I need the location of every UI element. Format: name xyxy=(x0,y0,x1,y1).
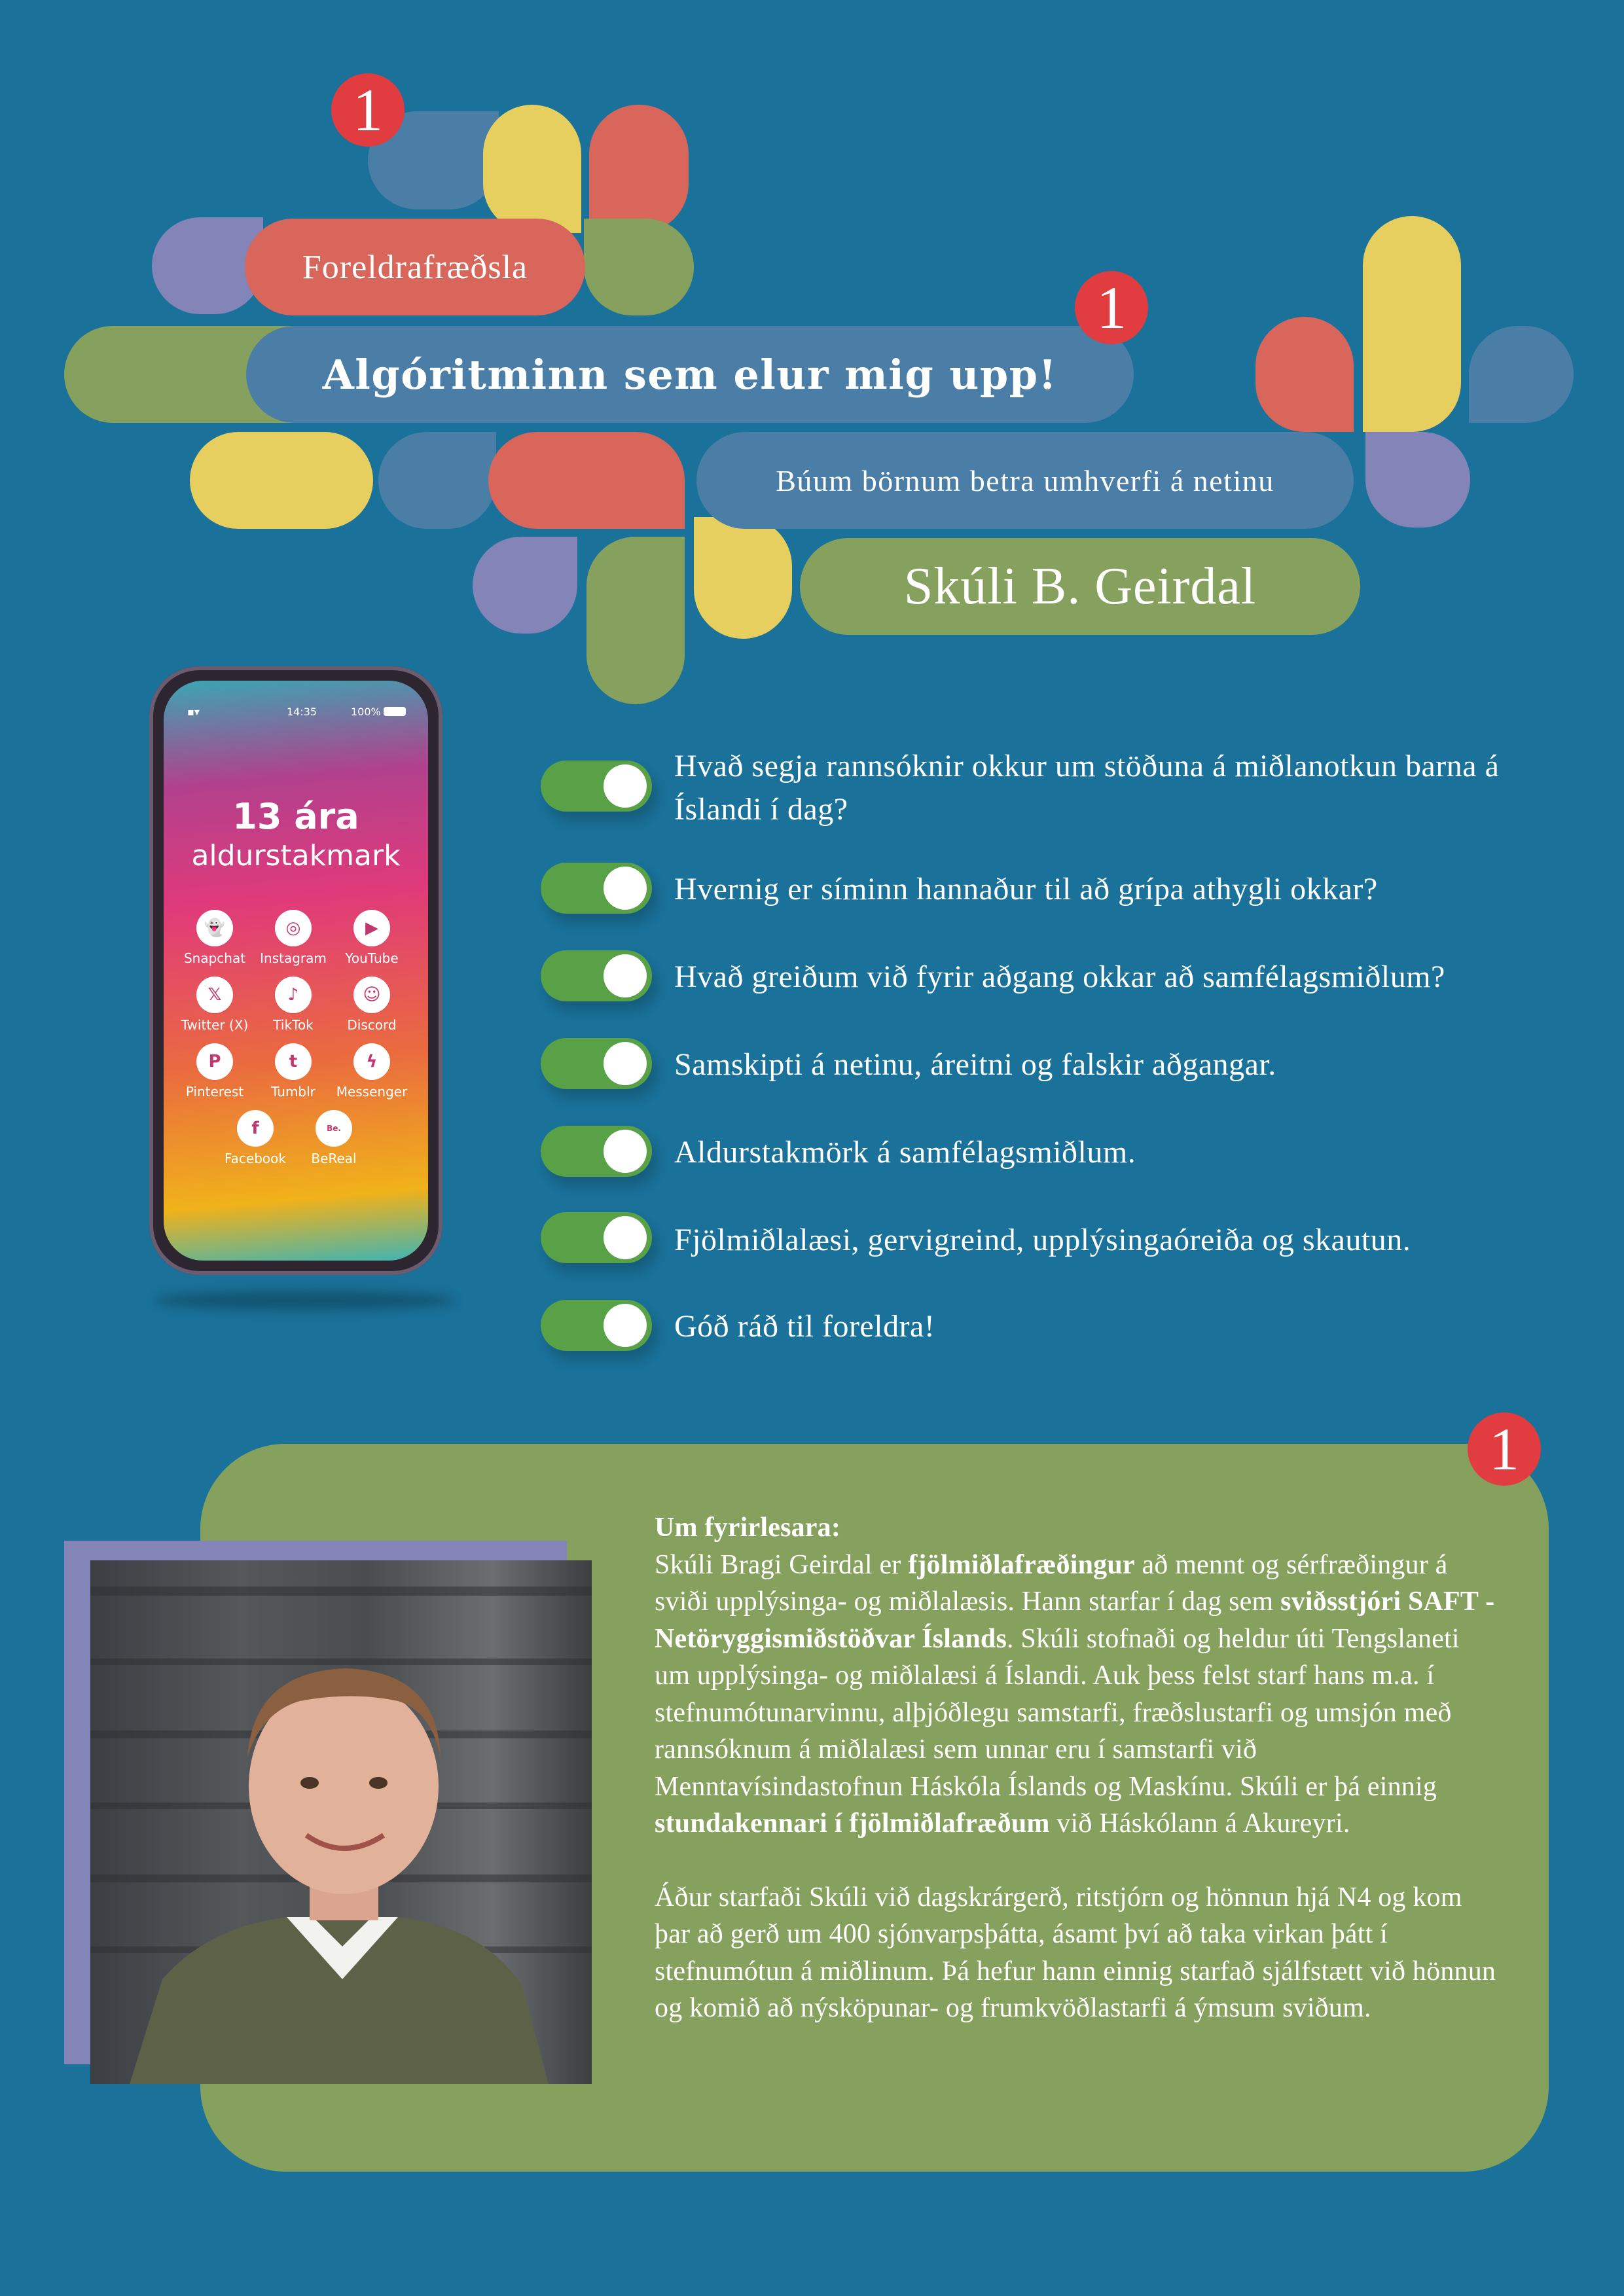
about-text xyxy=(655,1509,1499,2027)
toggle-knob xyxy=(604,764,647,808)
toggle-knob xyxy=(604,1130,647,1173)
tiktok-icon: ♪ xyxy=(275,977,312,1013)
app-instagram: ◎ Instagram xyxy=(254,910,333,966)
about-paragraph-2: Áður starfaði Skúli við dagskrárgerð, ritstjórn og hönnun hjá N4 og kom þar að gerð um 400 sjónvarpsþátta, ásamt því að taka virkan þátt í stefnumótun á miðlinum. Þá hefur hann einnig starfað sjálfstætt við hönnun og komið að nýsköpunar- og frumkvöðlastarfi á ýmsum sviðum. xyxy=(655,1882,1496,2023)
leaf-red-3 xyxy=(488,432,685,529)
toggle-1[interactable] xyxy=(541,761,652,812)
toggle-6[interactable] xyxy=(541,1212,652,1263)
leaf-green-3 xyxy=(586,537,685,704)
topic-item: Hvernig er síminn hannaður til að grípa athygli okkar? xyxy=(674,872,1378,906)
notification-badge-3: 1 xyxy=(1468,1412,1541,1486)
notification-badge-1: 1 xyxy=(331,73,405,147)
bio-emphasis: sviðsstjóri SAFT - Netöryggismiðstöðvar Íslands xyxy=(655,1587,1495,1654)
discord-icon: ☺ xyxy=(353,977,390,1013)
leaf-yellow-2 xyxy=(1363,216,1461,432)
status-time: 14:35 xyxy=(287,706,317,718)
subtitle-pill xyxy=(696,432,1354,529)
leaf-yellow-3 xyxy=(190,432,373,529)
category-label: Foreldrafræðsla xyxy=(302,248,528,286)
leaf-steel-3 xyxy=(378,432,496,529)
status-battery: 100% xyxy=(351,706,381,718)
leaf-red-2 xyxy=(1255,317,1354,432)
bio-emphasis: fjölmiðlafræðingur xyxy=(908,1549,1135,1580)
category-pill xyxy=(245,219,585,315)
battery-icon xyxy=(384,707,406,716)
bio-text: . Skúli stofnaði og heldur úti Tengslaneti um upplýsinga- og miðlalæsi á Íslandi. Auk þess felst starf hans m.a. í stefnumótunarvinnu, alþjóðlegu samstarfi, fræðslustarfi og umsjón með rannsóknum á miðlalæsi sem unnar eru í samstarfi við Menntavísindastofnun Háskóla Íslands og Maskínu. Skúli er þá einnig xyxy=(655,1623,1460,1802)
app-facebook: f Facebook xyxy=(216,1110,295,1166)
bereal-icon: Be. xyxy=(316,1110,352,1147)
app-bereal: Be. BeReal xyxy=(295,1110,373,1166)
instagram-icon: ◎ xyxy=(275,910,312,946)
toggle-3[interactable] xyxy=(541,950,652,1001)
about-heading: Um fyrirlesara: xyxy=(655,1513,841,1543)
topic-item: Hvað greiðum við fyrir aðgang okkar að samfélagsmiðlum? xyxy=(674,960,1445,994)
about-paragraph-1 xyxy=(655,1547,1499,1842)
toggle-knob xyxy=(604,1216,647,1259)
page-title: Algóritminn sem elur mig upp! xyxy=(322,350,1058,399)
phone-screen xyxy=(164,681,428,1261)
speaker-pill xyxy=(800,538,1360,635)
bio-text: Skúli Bragi Geirdal er xyxy=(655,1549,909,1580)
bio-text: við Háskólann á Akureyri. xyxy=(1049,1808,1350,1839)
toggle-2[interactable] xyxy=(541,863,652,914)
speaker-photo xyxy=(90,1560,592,2084)
notification-badge-2: 1 xyxy=(1075,271,1148,344)
toggle-knob xyxy=(604,1042,647,1085)
age-label: aldurstakmark xyxy=(191,839,401,872)
topic-item: Fjölmiðlalæsi, gervigreind, upplýsingaóreiða og skautun. xyxy=(674,1223,1411,1257)
leaf-yellow-1 xyxy=(483,105,581,233)
topic-item: Samskipti á netinu, áreitni og falskir aðgangar. xyxy=(674,1047,1276,1082)
facebook-icon: f xyxy=(237,1110,274,1147)
youtube-icon: ▶ xyxy=(353,910,390,946)
toggle-5[interactable] xyxy=(541,1126,652,1177)
snapchat-icon: 👻 xyxy=(196,910,233,946)
topic-item: Góð ráð til foreldra! xyxy=(674,1309,935,1344)
topic-item: Aldurstakmörk á samfélagsmiðlum. xyxy=(674,1135,1136,1170)
tumblr-icon: t xyxy=(275,1043,312,1080)
title-pill xyxy=(246,326,1134,423)
portrait-illustration xyxy=(90,1560,592,2084)
toggle-knob xyxy=(604,954,647,997)
app-messenger: ϟ Messenger xyxy=(333,1043,411,1100)
app-tiktok: ♪ TikTok xyxy=(254,977,333,1033)
subtitle: Búum börnum betra umhverfi á netinu xyxy=(776,463,1274,497)
leaf-red-1 xyxy=(589,105,689,233)
app-discord: ☺ Discord xyxy=(333,977,411,1033)
topic-item: Hvað segja rannsóknir okkur um stöðuna á miðlanotkun barna á Íslandi í dag? xyxy=(674,749,1500,827)
signal-icon: ▪▾ xyxy=(187,706,200,718)
bio-text: að mennt og sérfræðingur á sviði upplýsinga- og miðlalæsis. Hann starfar í dag sem xyxy=(655,1549,1448,1617)
age-number: 13 ára xyxy=(232,796,359,837)
toggle-knob xyxy=(604,867,647,910)
app-twitter: 𝕏 Twitter (X) xyxy=(175,977,254,1033)
app-youtube: ▶ YouTube xyxy=(333,910,411,966)
toggle-7[interactable] xyxy=(541,1300,652,1351)
leaf-purple-2 xyxy=(1365,432,1470,528)
leaf-purple-3 xyxy=(473,537,577,634)
phone-mockup xyxy=(149,666,442,1275)
toggle-4[interactable] xyxy=(541,1038,652,1089)
app-snapchat: 👻 Snapchat xyxy=(175,910,254,966)
bio-emphasis: stundakennari í fjölmiðlafræðum xyxy=(655,1808,1050,1839)
phone-shadow xyxy=(154,1291,456,1310)
app-tumblr: t Tumblr xyxy=(254,1043,333,1100)
leaf-steel-2 xyxy=(1469,326,1574,423)
leaf-green-1 xyxy=(584,219,694,315)
leaf-yellow-4 xyxy=(694,517,792,639)
x-icon: 𝕏 xyxy=(196,977,233,1013)
speaker-name: Skúli B. Geirdal xyxy=(903,557,1257,615)
messenger-icon: ϟ xyxy=(353,1043,390,1080)
toggle-knob xyxy=(604,1304,647,1347)
app-pinterest: P Pinterest xyxy=(175,1043,254,1100)
pinterest-icon: P xyxy=(196,1043,233,1080)
